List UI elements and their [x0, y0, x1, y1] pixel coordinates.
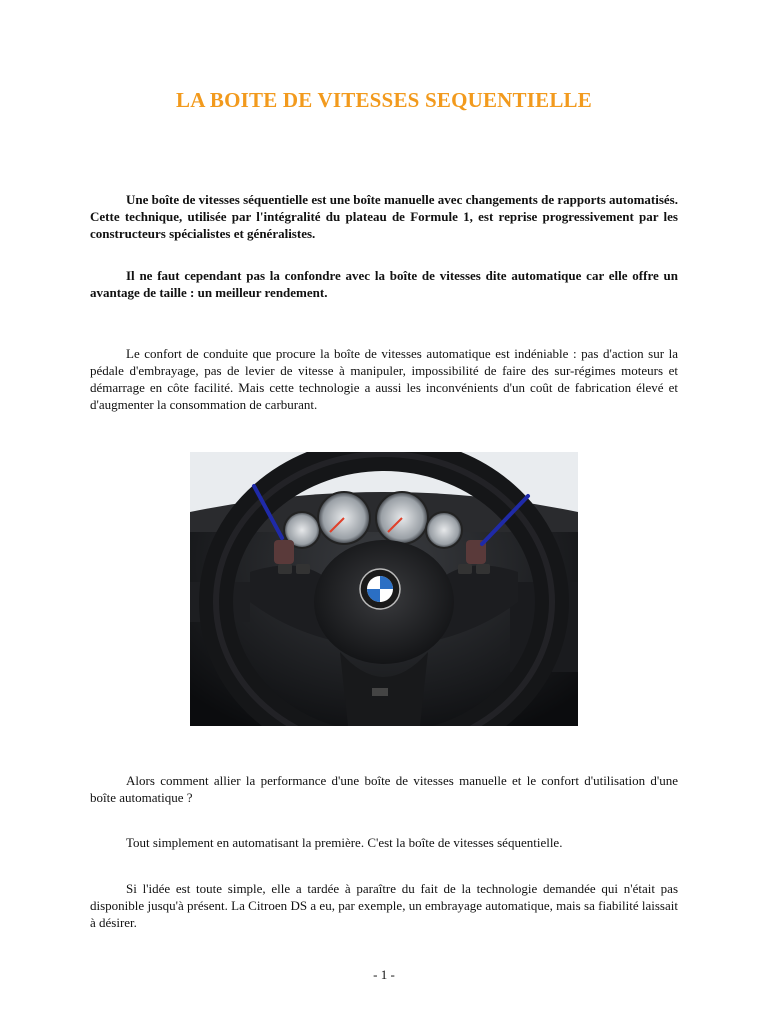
paragraph-4	[90, 772, 678, 806]
paragraph-3	[90, 345, 678, 413]
paragraph-2-text: Il ne faut cependant pas la confondre avec la boîte de vitesses dite automatique car elle offre un avantage de taille : un meilleur rendement.	[90, 268, 678, 300]
paragraph-5	[90, 834, 678, 851]
paragraph-6	[90, 880, 678, 931]
page-title: LA BOITE DE VITESSES SEQUENTIELLE	[176, 88, 592, 112]
paragraph-5-text: Tout simplement en automatisant la première. C'est la boîte de vitesses séquentielle.	[126, 835, 563, 850]
paragraph-1-text: Une boîte de vitesses séquentielle est une boîte manuelle avec changements de rapports automatisés. Cette technique, utilisée par l'intégralité du plateau de Formule 1, est reprise progressivement par les constructeurs spécialistes et généralistes.	[90, 192, 678, 241]
page-number: - 1 -	[373, 967, 395, 982]
steering-wheel-image	[190, 452, 578, 726]
paragraph-4-text: Alors comment allier la performance d'une boîte de vitesses manuelle et le confort d'utilisation d'une boîte automatique ?	[90, 773, 678, 805]
paragraph-2	[90, 267, 678, 301]
paragraph-1	[90, 191, 678, 242]
paragraph-3-text: Le confort de conduite que procure la boîte de vitesses automatique est indéniable : pas d'action sur la pédale d'embrayage, pas de levier de vitesse à manipuler, impossibilité de faire des sur-régimes moteurs et démarrage en côte facilité. Mais cette technologie a aussi les inconvénients d'un coût de fabrication élevé et d'augmenter la consommation de carburant.	[90, 346, 678, 412]
steering-wheel-photo	[190, 452, 578, 726]
paragraph-6-text: Si l'idée est toute simple, elle a tardée à paraître du fait de la technologie demandée qui n'était pas disponible jusqu'à présent. La Citroen DS a eu, par exemple, un embrayage automatique, mais sa fiabilité laissait à désirer.	[90, 881, 678, 930]
